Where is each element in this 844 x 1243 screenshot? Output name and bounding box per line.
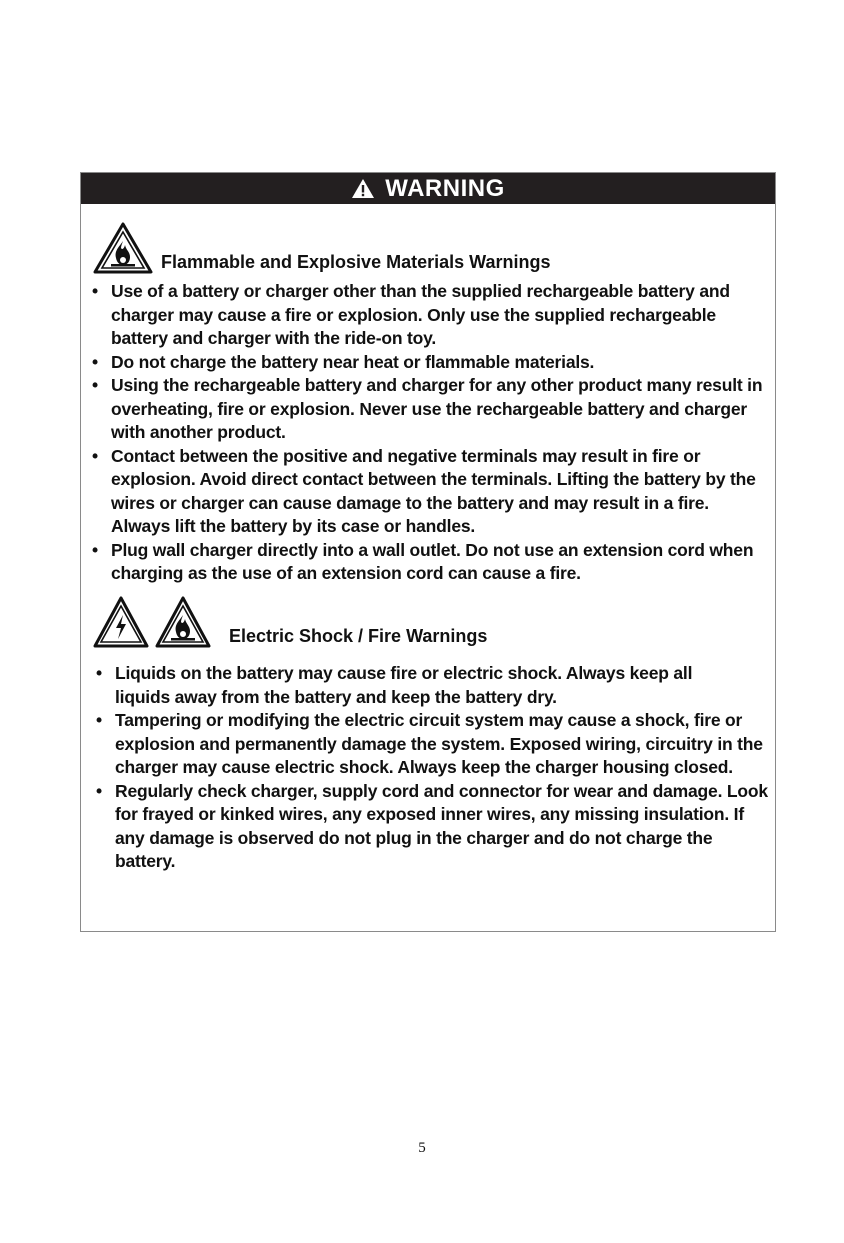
list-item: • Liquids on the battery may cause fire or electric shock. Always keep all liquids away from the battery and keep the battery dry. xyxy=(93,662,773,709)
electric-warnings-list xyxy=(93,662,773,874)
list-item: • Use of a battery or charger other than the supplied rechargeable battery and charger may cause a fire or explosion. Only use the supplied rechargeable battery and charger with the ride-on toy. xyxy=(89,280,779,351)
warning-title: WARNING xyxy=(385,174,505,202)
electric-shock-hazard-icon xyxy=(92,595,150,649)
warning-box xyxy=(80,172,776,932)
warning-header xyxy=(81,173,775,204)
list-item: • Contact between the positive and negative terminals may result in fire or explosion. Avoid direct contact between the terminals. Lifting the battery by the wires or charger can cause damage to the battery and may result in a fire. Always lift the battery by its case or handles. xyxy=(89,445,779,539)
section-electric-header xyxy=(92,595,487,649)
section-flammable-header xyxy=(92,221,550,275)
list-item: • Regularly check charger, supply cord and connector for wear and damage. Look for frayed or kinked wires, any exposed inner wires, any missing insulation. If any damage is observed do not plug in the charger and do not charge the battery. xyxy=(93,780,773,874)
flame-hazard-icon xyxy=(92,221,154,275)
section-electric-title: Electric Shock / Fire Warnings xyxy=(229,626,488,646)
section-flammable-title: Flammable and Explosive Materials Warnings xyxy=(161,252,551,272)
list-item: • Using the rechargeable battery and charger for any other product many result in overheating, fire or explosion. Never use the rechargeable battery and charger with another product. xyxy=(89,374,779,445)
flame-hazard-icon xyxy=(154,595,212,649)
page-number: 5 xyxy=(418,1140,426,1156)
list-item: • Tampering or modifying the electric circuit system may cause a shock, fire or explosion and permanently damage the system. Exposed wiring, circuitry in the charger may cause electric shock. Always keep the charger housing closed. xyxy=(93,709,773,780)
list-item: • Do not charge the battery near heat or flammable materials. xyxy=(89,351,779,375)
list-item: • Plug wall charger directly into a wall outlet. Do not use an extension cord when charging as the use of an extension cord can cause a fire. xyxy=(89,539,779,586)
warning-triangle-icon xyxy=(351,178,375,199)
flammable-warnings-list xyxy=(89,280,779,586)
